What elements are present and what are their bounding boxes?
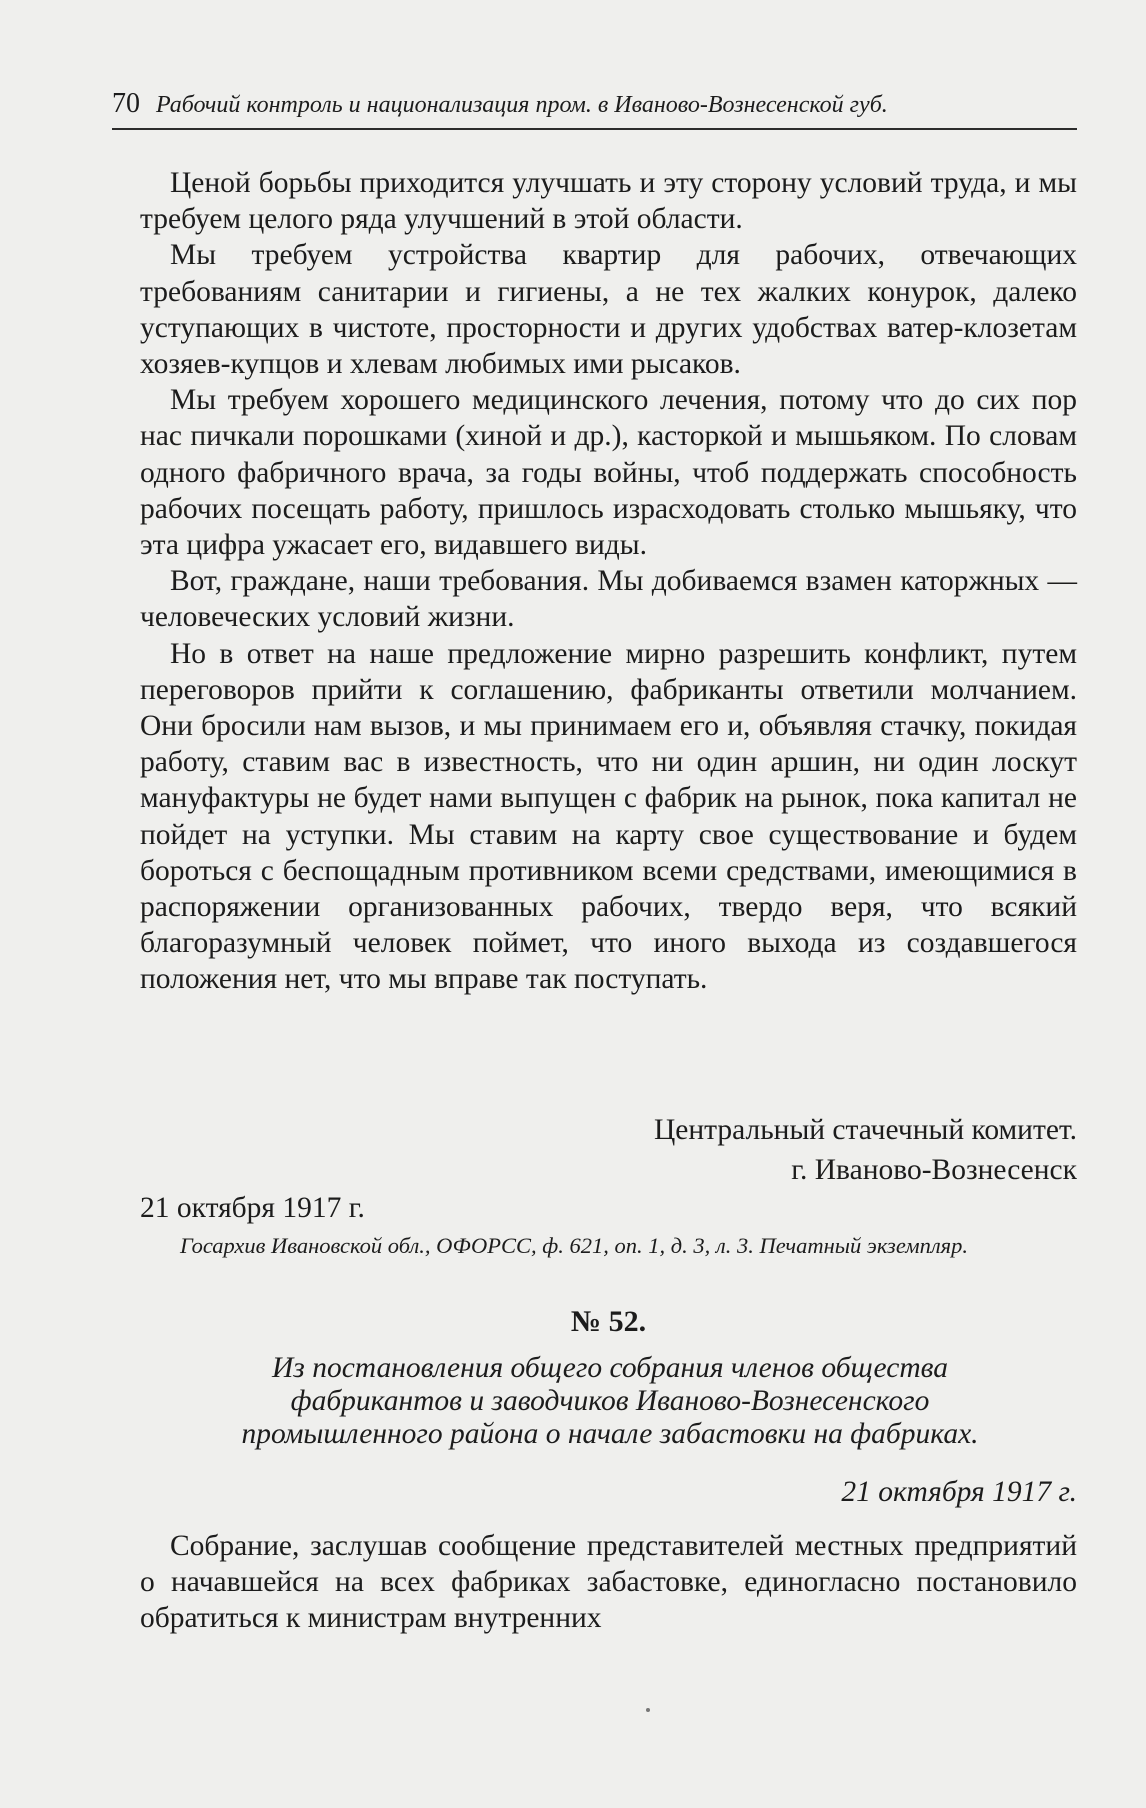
document-date: 21 октября 1917 г. [841, 1476, 1077, 1508]
paragraph: Вот, граждане, наши требования. Мы добиваемся взамен каторжных — человеческих условий жизни. [140, 565, 1077, 634]
signature-city: г. Иваново-Вознесенск [791, 1154, 1077, 1186]
paragraph: Мы требуем хорошего медицинского лечения, потому что до сих пор нас пичкали порошками (хиной и др.), касторкой и мышьяком. По словам одного фабричного врача, за годы войны, чтоб поддержать способность рабочих посещать работу, пришлось израсходовать столько мышьяку, что эта цифра ужасает его, видавшего виды. [140, 384, 1077, 562]
document-heading: Из постановления общего собрания членов общества фабрикантов и заводчиков Иваново-Вознесенского промышленного района о начале забастовки на фабриках. [241, 1352, 979, 1450]
archive-note: Госархив Ивановской обл., ОФОРСС, ф. 621, оп. 1, д. 3, л. 3. Печатный экземпляр. [180, 1233, 969, 1258]
paragraph: Мы требуем устройства квартир для рабочих, отвечающих требованиям санитарии и гигиены, а не тех жалких конурок, далеко уступающих в чистоте, просторности и других удобствах ватер-клозетам хозяев-купцов и хлевам любимых ими рысаков. [140, 239, 1077, 381]
paragraph: Собрание, заслушав сообщение представителей местных предприятий о начавшейся на всех фабриках забастовке, единогласно постановило обратиться к министрам внутренних [140, 1530, 1077, 1635]
document-number: № 52. [570, 1305, 647, 1338]
signature-organization: Центральный стачечный комитет. [653, 1114, 1077, 1146]
paragraph: Но в ответ на наше предложение мирно разрешить конфликт, путем переговоров прийти к соглашению, фабриканты ответили молчанием. Они бросили нам вызов, и мы принимаем его и, объявляя стачку, покидая работу, ставим вас в известность, что ни один аршин, ни один лоскут мануфактуры не будет нами выпущен с фабрик на рынок, пока капитал не пойдет на уступки. Мы ставим на карту свое существование и будем бороться с беспощадным противником всеми средствами, имеющимися в распоряжении организованных рабочих, твердо веря, что всякий благоразумный человек поймет, что иного выхода из создавшегося положения нет, что мы вправе так поступать. [140, 637, 1077, 996]
running-header [112, 84, 1077, 124]
running-title: Рабочий контроль и национализация пром. в Иваново-Вознесенской губ. [156, 92, 888, 118]
signature-date: 21 октября 1917 г. [140, 1192, 365, 1224]
paper-speck [646, 1708, 650, 1712]
page-number: 70 [112, 88, 140, 119]
header-rule [112, 128, 1077, 130]
body-text [140, 165, 1077, 998]
document-text [140, 1528, 1077, 1637]
paragraph: Ценой борьбы приходится улучшать и эту сторону условий труда, и мы требуем целого ряда улучшений в этой области. [140, 167, 1077, 236]
